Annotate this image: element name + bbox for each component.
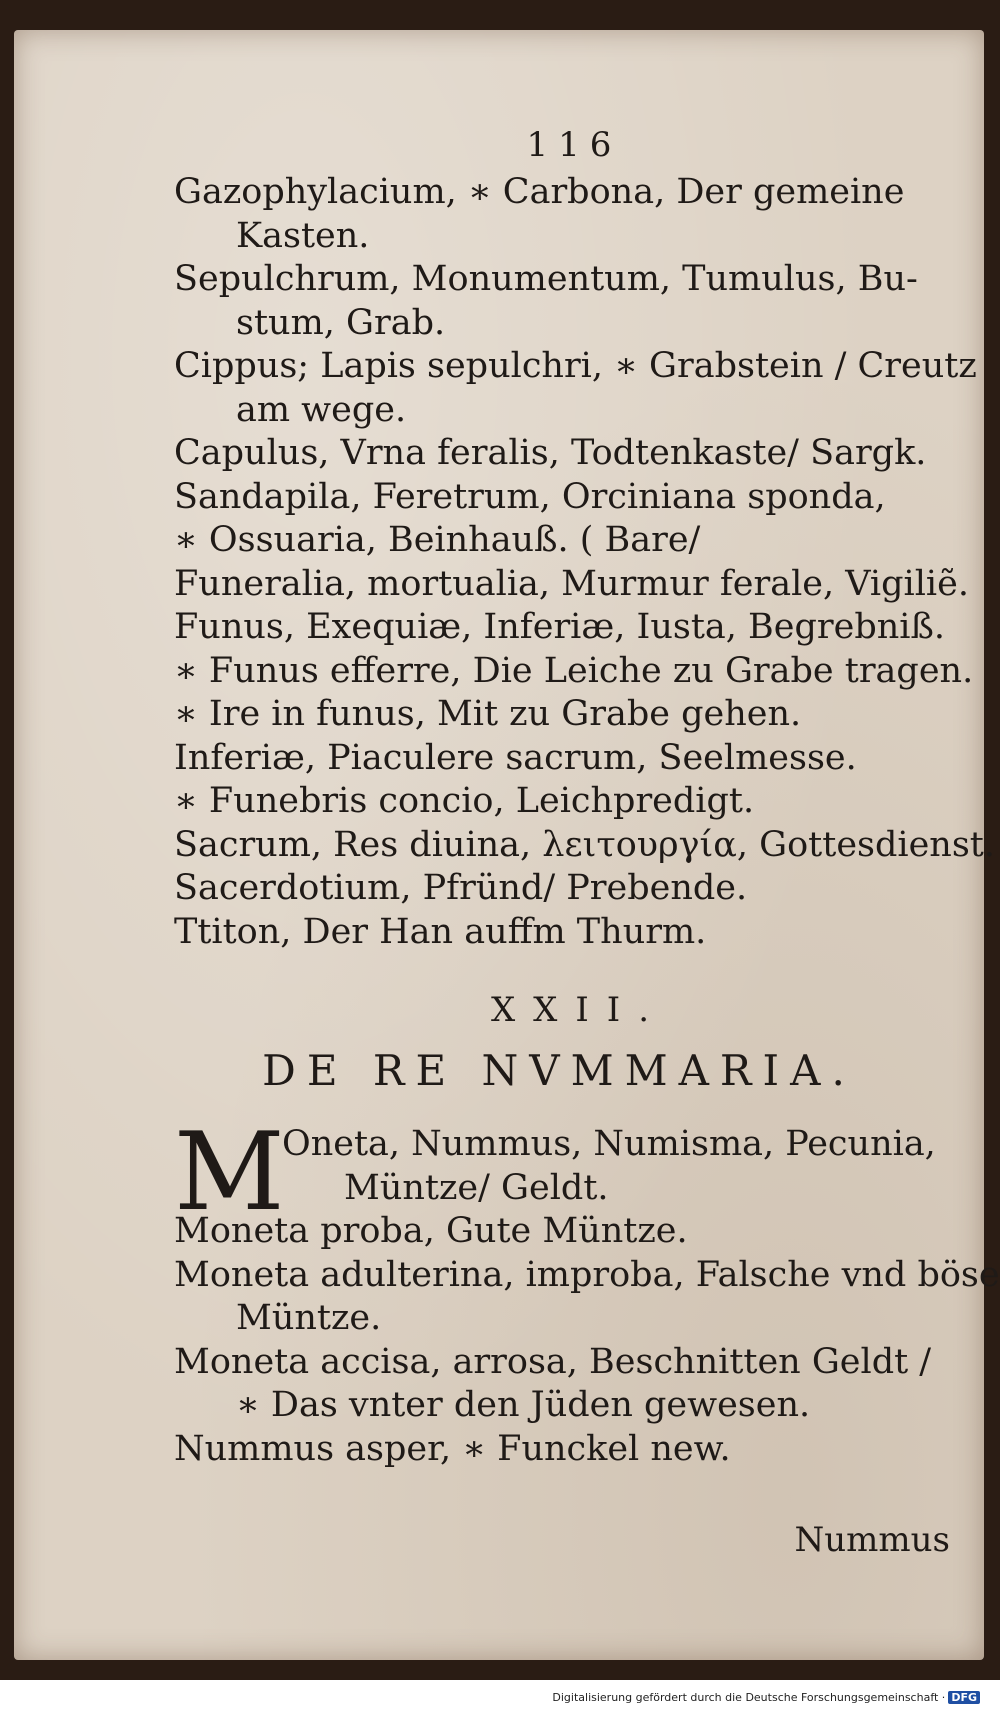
text-line: ∗ Das vnter den Jüden gewesen.	[236, 1385, 811, 1425]
text-line: Ttiton, Der Han auffm Thurm.	[174, 911, 707, 952]
initial-line: Oneta, Nummus, Numisma, Pecunia,	[282, 1124, 936, 1164]
text-line: Funus, Exequiæ, Inferiæ, Iusta, Begrebniß.	[174, 607, 945, 647]
dfg-logo: DFG	[948, 1691, 980, 1704]
text-line: Sandapila, Feretrum, Orciniana sponda,	[174, 476, 886, 517]
text-line: Nummus asper, ∗ Funckel new.	[174, 1428, 731, 1469]
text-line: am wege.	[236, 389, 407, 430]
page-text	[174, 125, 1000, 1471]
section-number: XXII.	[490, 990, 668, 1030]
text-line: ∗ Ossuaria, Beinhauß. ( Bare/	[174, 520, 701, 560]
text-line: Inferiæ, Piaculere sacrum, Seelmesse.	[174, 737, 857, 778]
glossary-entries-top	[174, 171, 995, 954]
text-line: Gazophylacium, ∗ Carbona, Der gemeine	[174, 172, 905, 212]
catchword: Nummus	[794, 1520, 950, 1560]
text-line: Sacrum, Res diuina, λειτουργία, Gottesdienst.	[174, 824, 995, 865]
text-line: ∗ Funus efferre, Die Leiche zu Grabe tragen.	[174, 650, 974, 691]
digitization-credit	[0, 1691, 1000, 1704]
credit-text: Digitalisierung gefördert durch die Deutsche Forschungsgemeinschaft ·	[552, 1691, 946, 1704]
text-line: Capulus, Vrna feralis, Todtenkaste/ Sargk.	[174, 433, 927, 473]
text-line: Funeralia, mortualia, Murmur ferale, Vigiliẽ.	[174, 563, 969, 604]
page-number: 116	[526, 125, 622, 165]
text-line: Moneta proba, Gute Müntze.	[174, 1211, 688, 1251]
text-line: stum, Grab.	[236, 302, 446, 343]
book-page	[14, 30, 1000, 1660]
initial-line: Müntze/ Geldt.	[344, 1167, 609, 1208]
text-line: Müntze.	[236, 1298, 382, 1338]
text-line: Cippus; Lapis sepulchri, ∗ Grabstein / Creutz	[174, 346, 977, 386]
text-line: Sepulchrum, Monumentum, Tumulus, Bu-	[174, 259, 918, 299]
text-line: ∗ Ire in funus, Mit zu Grabe gehen.	[174, 694, 802, 734]
text-line: ∗ Funebris concio, Leichpredigt.	[174, 781, 755, 821]
text-line: Kasten.	[236, 215, 370, 256]
drop-cap-initial: M	[174, 1110, 285, 1235]
glossary-entries-bottom	[174, 1210, 1000, 1471]
text-line: Moneta accisa, arrosa, Beschnitten Geldt /	[174, 1341, 932, 1382]
text-line: Moneta adulterina, improba, Falsche vnd böse	[174, 1254, 1000, 1295]
text-line: Sacerdotium, Pfründ/ Prebende.	[174, 868, 748, 908]
section-title: DE RE NVMMARIA.	[262, 1046, 856, 1095]
